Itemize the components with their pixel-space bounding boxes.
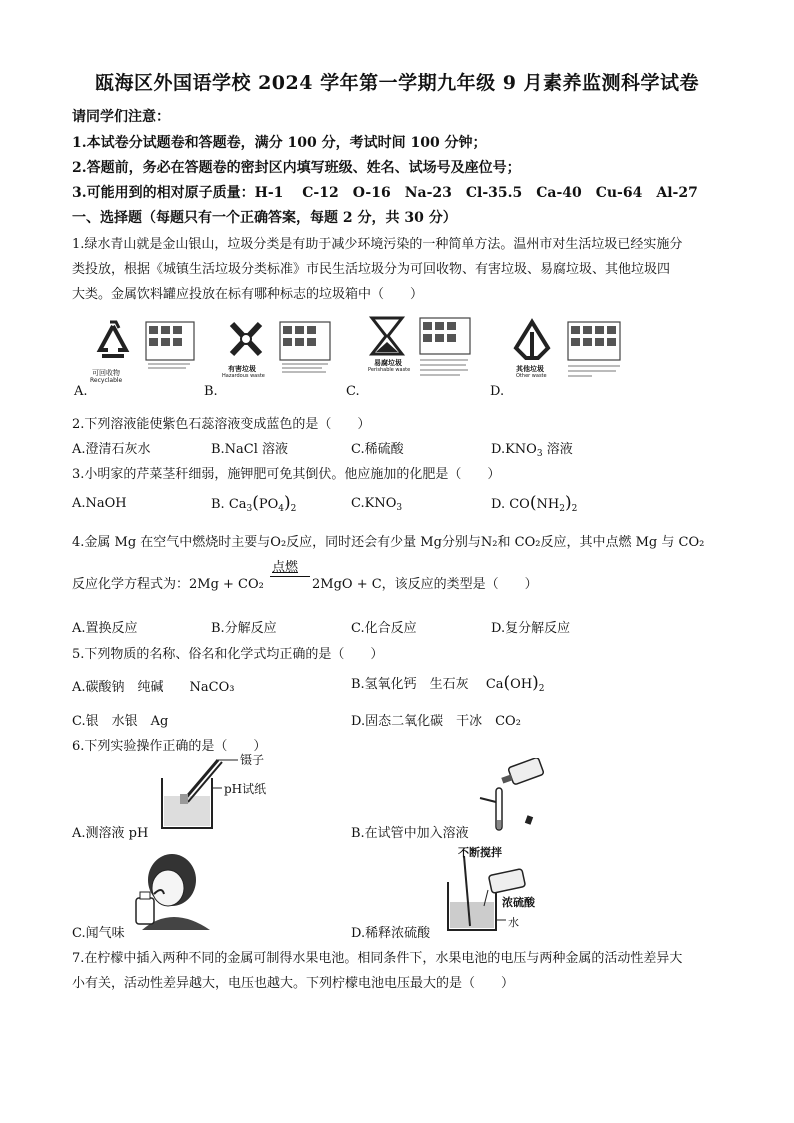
hazardous-label: 有害垃圾 xyxy=(228,365,256,373)
q7-line1: 7.在柠檬中插入两种不同的金属可制得水果电池。相同条件下，水果电池的电压与两种金属的活动性差异大 xyxy=(72,951,683,966)
q5-stem: 5.下列物质的名称、俗名和化学式均正确的是（ ） xyxy=(72,647,384,662)
label-stir: 不断搅拌 xyxy=(458,846,502,859)
q1-option-d: D. xyxy=(490,384,505,399)
equation-bar xyxy=(270,576,310,577)
q5-option-c: C.银 水银 Ag xyxy=(72,714,169,729)
recyclable-sign xyxy=(86,318,198,388)
hourglass-icon xyxy=(362,314,474,390)
q6-option-b: B.在试管中加入溶液 xyxy=(351,826,469,841)
recyclable-label: 可回收物 xyxy=(92,369,120,377)
q4-option-d: D.复分解反应 xyxy=(491,621,571,636)
q7-line2: 小有关，活动性差异越大，电压也越大。下列柠檬电池电压最大的是（ ） xyxy=(72,976,515,991)
q6-option-d: D.稀释浓硫酸 xyxy=(351,926,431,941)
page-title: 瓯海区外国语学校 2024 学年第一学期九年级 9 月素养监测科学试卷 xyxy=(94,72,700,94)
label-acid: 浓硫酸 xyxy=(502,896,535,909)
q3-option-b: B. $Ca_3(PO_4)_2$ xyxy=(211,493,297,514)
q1-line2: 类投放，根据《城镇生活垃圾分类标准》市民生活垃圾分为可回收物、有害垃圾、易腐垃圾、其他垃圾四 xyxy=(72,262,671,277)
q5-option-b: B.氢氧化钙 生石灰 $Ca(OH)_2$ xyxy=(351,673,545,694)
notes-heading: 请同学们注意： xyxy=(72,109,170,125)
hazardous-label-en: Hazardous waste xyxy=(222,373,265,379)
note-2: 2.答题前，务必在答题卷的密封区内填写班级、姓名、试场号及座位号； xyxy=(72,160,521,176)
q5-option-d: D.固态二氧化碳 干冰 CO₂ xyxy=(351,714,521,729)
q2-option-a: A.澄清石灰水 xyxy=(72,442,151,457)
other-waste-sign xyxy=(508,318,626,388)
person-smelling-icon xyxy=(132,850,212,930)
perishable-sign xyxy=(362,314,474,390)
hazardous-sign xyxy=(218,318,336,388)
q6-option-c: C.闻气味 xyxy=(72,926,125,941)
q4-option-b: B.分解反应 xyxy=(211,621,277,636)
q2-option-c: C.稀硫酸 xyxy=(351,442,404,457)
q4-option-a: A.置换反应 xyxy=(72,621,138,636)
q4-line2a: 反应化学方程式为：2Mg + CO₂ xyxy=(72,577,264,592)
q1-line3: 大类。金属饮料罐应投放在标有哪种标志的垃圾箱中（ ） xyxy=(72,287,424,302)
smell-figure xyxy=(132,850,212,930)
q3-option-a: A.NaOH xyxy=(72,496,127,511)
other-waste-label: 其他垃圾 xyxy=(516,365,544,373)
q6-stem: 6.下列实验操作正确的是（ ） xyxy=(72,739,267,754)
q2-option-d: $D.KNO_3$ 溶液 xyxy=(491,442,573,459)
ph-test-figure xyxy=(156,753,296,832)
q1-option-b: B. xyxy=(204,384,218,399)
other-waste-label-en: Other waste xyxy=(516,373,547,379)
q6-option-a: A.测溶液 pH xyxy=(72,826,149,841)
q2-stem: 2.下列溶液能使紫色石蕊溶液变成蓝色的是（ ） xyxy=(72,417,371,432)
reaction-condition: 点燃 xyxy=(272,560,299,575)
q2-option-b: B.NaCl 溶液 xyxy=(211,442,289,457)
test-tube-figure xyxy=(470,758,560,832)
q3-option-d: D. $CO(NH_2)_2$ xyxy=(491,493,578,514)
perishable-label: 易腐垃圾 xyxy=(374,359,402,367)
q3-option-c: $C.KNO_3$ xyxy=(351,496,403,513)
note-3: 3.可能用到的相对原子质量：H-1 C-12 O-16 Na-23 Cl-35.5 Ca-40 Cu-64 Al-27 xyxy=(72,185,698,201)
q1-option-a: A. xyxy=(74,384,88,399)
q4-line1: 4.金属 Mg 在空气中燃烧时主要与O₂反应，同时还会有少量 Mg分别与N₂和 CO₂反应，其中点燃 Mg 与 CO₂ xyxy=(72,535,705,550)
q4-option-c: C.化合反应 xyxy=(351,621,417,636)
label-water: 水 xyxy=(508,916,519,929)
dilution-figure xyxy=(444,842,564,934)
q1-line1: 1.绿水青山就是金山银山，垃圾分类是有助于减少环境污染的一种简单方法。温州市对生活垃圾已经实施分 xyxy=(72,237,683,252)
label-ph-paper: pH试纸 xyxy=(224,782,267,796)
section-heading: 一、选择题（每题只有一个正确答案，每题 2 分，共 30 分） xyxy=(72,210,457,226)
recyclable-label-en: Recyclable xyxy=(90,377,123,384)
q1-option-c: C. xyxy=(346,384,360,399)
q3-stem: 3.小明家的芹菜茎秆细弱，施钾肥可免其倒伏。他应施加的化肥是（ ） xyxy=(72,467,501,482)
q5-option-a: A.碳酸钠 纯碱 NaCO₃ xyxy=(72,680,235,695)
label-tweezers: 镊子 xyxy=(240,753,265,767)
note-1: 1.本试卷分试题卷和答题卷，满分 100 分，考试时间 100 分钟； xyxy=(72,135,487,151)
perishable-label-en: Perishable waste xyxy=(368,367,411,373)
bottle-pour-icon xyxy=(470,758,560,832)
q4-line2b: 2MgO + C，该反应的类型是（ ） xyxy=(312,577,538,592)
